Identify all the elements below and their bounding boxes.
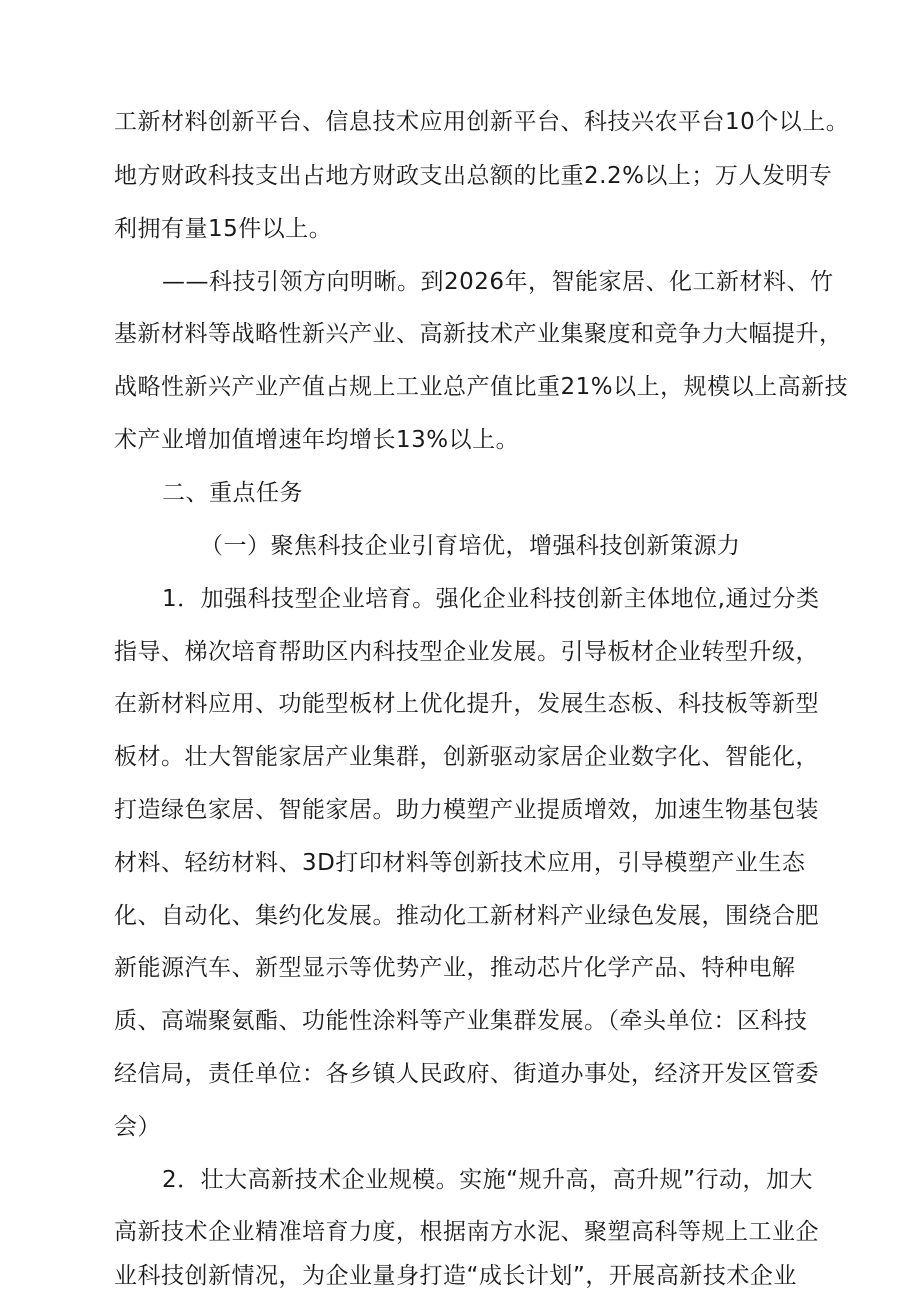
- text-line: 战略性新兴产业产值占规上工业总产值比重21%以上，规模以上高新技: [114, 374, 849, 400]
- text-line: 经信局，责任单位：各乡镇人民政府、街道办事处，经济开发区管委: [114, 1061, 819, 1087]
- text-line: 化、自动化、集约化发展。推动化工新材料产业绿色发展，围绕合肥: [114, 903, 819, 929]
- section-heading: 二、重点任务: [162, 480, 303, 506]
- text-line: 高新技术企业精准培育力度，根据南方水泥、聚塑高科等规上工业企: [114, 1219, 819, 1245]
- text-line: 质、高端聚氨酯、功能性涂料等产业集群发展。（牵头单位：区科技: [114, 1008, 808, 1034]
- text-line: 在新材料应用、功能型板材上优化提升，发展生态板、科技板等新型: [114, 691, 819, 717]
- text-line: 地方财政科技支出占地方财政支出总额的比重2.2%以上；万人发明专: [114, 163, 833, 189]
- text-line: 1．加强科技型企业培育。强化企业科技创新主体地位,通过分类: [162, 586, 820, 612]
- text-line: 业科技创新情况，为企业量身打造“成长计划”，开展高新技术企业: [114, 1263, 797, 1289]
- text-line: 会）: [114, 1114, 161, 1140]
- text-line: 指导、梯次培育帮助区内科技型企业发展。引导板材企业转型升级，: [114, 639, 819, 665]
- text-line: 基新材料等战略性新兴产业、高新技术产业集聚度和竞争力大幅提升，: [114, 321, 843, 347]
- text-line: 术产业增加值增速年均增长13%以上。: [114, 427, 520, 453]
- text-line: 板材。壮大智能家居产业集群，创新驱动家居企业数字化、智能化，: [114, 744, 819, 770]
- text-line: 打造绿色家居、智能家居。助力模塑产业提质增效，加速生物基包装: [114, 797, 819, 823]
- text-line: 工新材料创新平台、信息技术应用创新平台、科技兴农平台10个以上。: [114, 109, 850, 135]
- text-line: 新能源汽车、新型显示等优势产业，推动芯片化学产品、特种电解: [114, 955, 796, 981]
- text-line: 材料、轻纺材料、3D打印材料等创新技术应用，引导模塑产业生态: [114, 850, 806, 876]
- subsection-heading: （一）聚焦科技企业引育培优，增强科技创新策源力: [200, 533, 741, 559]
- text-line: 利拥有量15件以上。: [114, 216, 333, 242]
- text-line: 2．壮大高新技术企业规模。实施“规升高，高升规”行动，加大: [162, 1167, 813, 1193]
- text-line: ——科技引领方向明晰。到2026年，智能家居、化工新材料、竹: [162, 269, 834, 295]
